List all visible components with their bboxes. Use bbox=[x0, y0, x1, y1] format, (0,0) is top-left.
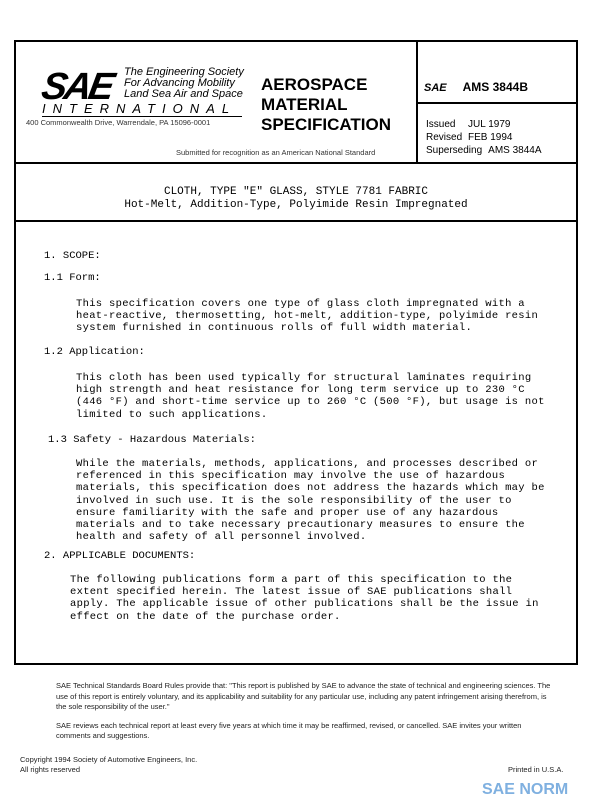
revised-label: Revised bbox=[426, 132, 463, 143]
tagline-line: The Engineering Society bbox=[124, 66, 244, 78]
document-title bbox=[16, 164, 576, 222]
doc-number: AMS 3844B bbox=[462, 80, 528, 94]
document-number bbox=[424, 80, 528, 94]
sae-mark: SAE bbox=[424, 82, 447, 94]
printed-in: Printed in U.S.A. bbox=[508, 765, 564, 774]
section-text: While the materials, methods, applications, and processes described or referenced in this specification may involve the use of hazardous materials, this specification does not address the hazards which may be involved in such use. It is the sole responsibility of the user to ensure familiarity with the safe and proper use of any hazardous materials and to take necessary precautionary measures to ensure the health and safety of all personnel involved. bbox=[76, 458, 545, 544]
section-text: This cloth has been used typically for structural laminates requiring high strength and heat resistance for long term service up to 230 °C (446 °F) and short-time service up to 260 °C (500 °F), but usage is not limited to such applications. bbox=[76, 372, 545, 421]
section-heading: 1.2 Application: bbox=[44, 346, 145, 358]
copyright bbox=[20, 755, 197, 775]
address: 400 Commonwealth Drive, Warrendale, PA 15096-0001 bbox=[26, 118, 211, 127]
sae-logo: SAE bbox=[38, 66, 115, 108]
section-text: This specification covers one type of glass cloth impregnated with a heat-reactive, thermosetting, hot-melt, addition-type, polyimide resin system furnished in continuous rolls of full width material. bbox=[76, 298, 539, 335]
superseding-label: Superseding bbox=[426, 145, 483, 156]
doc-type-line: AEROSPACE bbox=[261, 75, 368, 94]
doc-type-line: MATERIAL bbox=[261, 95, 348, 114]
title-line: CLOTH, TYPE "E" GLASS, STYLE 7781 FABRIC bbox=[163, 186, 429, 198]
section-heading: 1. SCOPE: bbox=[44, 250, 101, 262]
section-text: The following publications form a part of this specification to the extent specified herein. The latest issue of SAE publications shall apply. The applicable issue of other publications shall be the issue in effect on the date of the purchase order. bbox=[70, 574, 539, 623]
watermark-logo bbox=[478, 777, 568, 800]
section-heading: 1.1 Form: bbox=[44, 272, 101, 284]
subtitle-line: Hot-Melt, Addition-Type, Polyimide Resin Impregnated bbox=[124, 199, 468, 211]
rules-note: SAE Technical Standards Board Rules provide that: "This report is published by SAE to advance the state of technical and engineering sciences. The use of this report is entirely voluntary, and its applicability and suitability for any particular use, including any patent infringement arising therefrom, is the sole responsibility of the user." bbox=[56, 681, 551, 711]
section-heading: 1.3 Safety - Hazardous Materials: bbox=[48, 434, 256, 446]
issue-dates bbox=[426, 118, 542, 157]
footer-notes bbox=[56, 681, 556, 742]
doc-type-line: SPECIFICATION bbox=[261, 115, 392, 134]
review-note: SAE reviews each technical report at least every five years at which time it may be reaffirmed, revised, or cancelled. SAE invites your written comments and suggestions. bbox=[56, 720, 522, 740]
superseding-doc: AMS 3844A bbox=[488, 145, 542, 156]
revised-date: FEB 1994 bbox=[468, 132, 513, 143]
copyright-text: Copyright 1994 Society of Automotive Engineers, Inc. bbox=[20, 755, 198, 764]
issued-label: Issued bbox=[426, 119, 456, 130]
document-frame bbox=[14, 40, 578, 665]
watermark-text: SAE NORM bbox=[482, 781, 569, 798]
tagline-line: For Advancing Mobility bbox=[124, 77, 235, 89]
document-type bbox=[261, 75, 391, 135]
society-tagline bbox=[124, 67, 244, 100]
rights-text: All rights reserved bbox=[20, 765, 81, 774]
header bbox=[16, 42, 576, 164]
submitted-note: Submitted for recognition as an American National Standard bbox=[176, 148, 376, 157]
section-heading: 2. APPLICABLE DOCUMENTS: bbox=[44, 550, 196, 562]
divider bbox=[418, 102, 576, 104]
issued-date: JUL 1979 bbox=[468, 119, 511, 130]
tagline-line: Land Sea Air and Space bbox=[124, 88, 243, 100]
international-label: INTERNATIONAL bbox=[42, 101, 242, 117]
